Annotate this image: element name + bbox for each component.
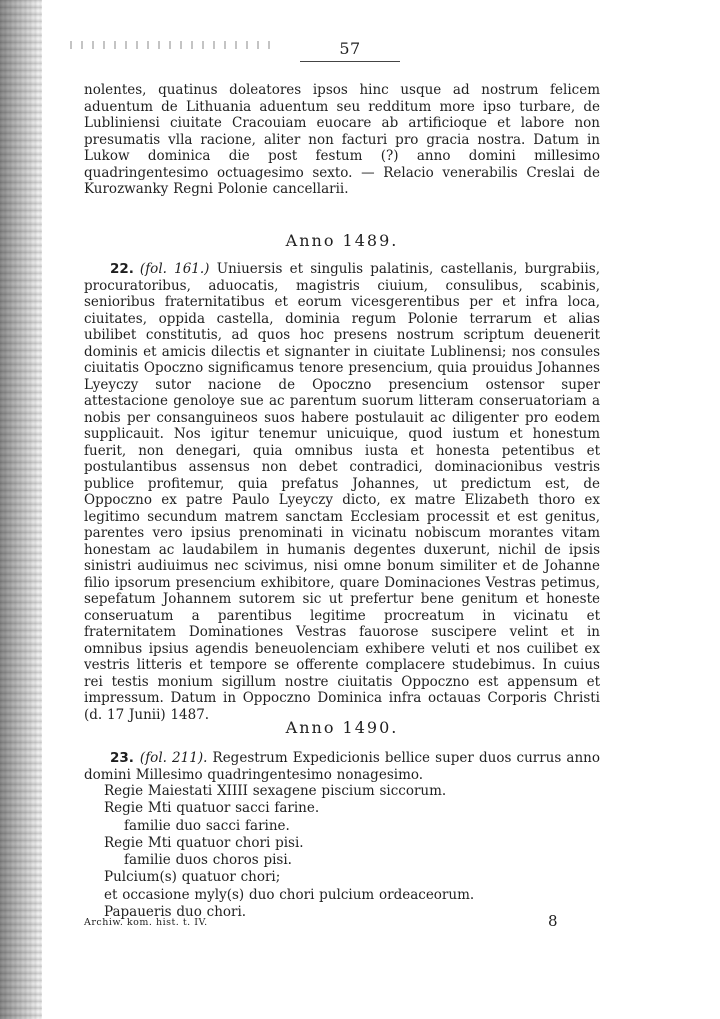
document-22-text [84,261,600,723]
date-note: (d. 17 Junii) 1487. [84,706,210,723]
sheet-number: 8 [548,912,558,930]
document-number: 23. [110,750,134,766]
scanned-binding-edge [0,0,42,1019]
opening-paragraph [84,82,600,198]
document-22 [84,261,600,723]
register-line: Papaueris duo chori. [104,904,247,921]
register-line: et occasione myly(s) duo chori pulcium ordeaceorum. [104,886,475,903]
section-heading-1489: Anno 1489. [285,231,399,250]
register-line: Regie Maiestati XIIII sexagene piscium siccorum. [104,783,447,799]
document-22-body: Uniuersis et singulis palatinis, castellanis, burgrabiis, procuratoribus, aduocatis, magistris ciuium, consulibus, scabinis, senioribus fraternitatibus et eorum vicesgerentibus per et infra loca, ciuitates, oppida castella, dominia regum Polonie terrarum et alias ubilibet constitutis, ad quos hoc presens nostrum scriptum deuenerit dominis et amicis dilectis et signanter in ciuitate Lublinensi; nos consules ciuitatis Opoczno significamus tenore presencium, quia prouidus Johannes Lyeyczy sutor nacione de Opoczno presencium ostensor super attestacione genoloye sue ac parentum suorum litteram conseruatoriam a nobis per consanguineos suos habere postulauit ac diligenter pro eodem supplicauit. Nos igitur tenemur unicuique, quod iustum et honestum fuerit, non denegari, quia omnibus iusta et honesta petentibus et postulantibus assensus non debet contradici, dominacionibus vestris publice profitemur, quia prefatus Johannes, ut predictum est, de Oppoczno ex patre Paulo Lyeyczy dicto, ex matre Elizabeth thoro ex legitimo secundum matrem sanctam Ecclesiam processit et est genitus, parentes vero ipsius prenominati in vicinatu nobiscum morantes vitam honestam ac laudabilem in humanis degentes duxerunt, nichil de ipsis sinistri audiuimus nec scivimus, nisi omne bonum similiter et de Johanne filio ipsorum presencium exhibitore, quare Dominaciones Vestras petimus, sepefatum Johannem sutorem sic ut prefertur bene genitum et honeste conseruatum a parentibus legitime procreatum in vicinatu et fraternitatem Dominationes Vestras fauorose suscipere velint et in omnibus ipsius agendis beneuolenciam exhibere veluti et nos cuilibet ex vestris litteris et tempore se offerente complacere studebimus. In cuius rei testis monium sigillum nostre ciuitatis Oppoczno est appensum et impressum. Datum in Oppoczno Dominica infra octauas Corporis Christi [84,261,601,706]
section-heading-1490: Anno 1490. [285,718,399,737]
folio-reference: (fol. 211). [139,750,208,766]
document-number: 22. [110,261,134,277]
register-line: Regie Mti quatuor sacci farine. [104,800,320,817]
opening-text: nolentes, quatinus doleatores ipsos hinc usque ad nostrum felicem aduentum de Lithuania aduentum seu redditum more ipso turbare, de Lubliniensi ciuitate Cracouiam euocare ab artificioque et labore non presumatis vlla racione, aliter non facturi pro gracia nostra. Datum in Lukow dominica die post festum (?) anno domini millesimo quadringentesimo octuagesimo sexto. — Relacio venerabilis Creslai de Kurozwanky Regni Polonie cancellarii. [84,82,600,197]
register-title: Regestrum Expedicionis bellice super duos currus anno domini Millesimo quadringentesimo nonagesimo. [84,750,600,783]
scan-speckles [70,41,270,49]
register-line: Pulcium(s) quatuor chori; [104,869,281,886]
register-line: familie duos choros pisi. [124,852,292,869]
footer-source: Archiw. kom. hist. t. IV. [84,917,208,928]
register-line: Regie Mti quatuor chori pisi. [104,834,304,851]
folio-reference: (fol. 161.) [139,261,210,277]
register-line: familie duo sacci farine. [124,817,290,834]
document-23-intro [84,750,600,783]
document-23 [84,750,600,921]
page-number: 57 [300,39,400,62]
